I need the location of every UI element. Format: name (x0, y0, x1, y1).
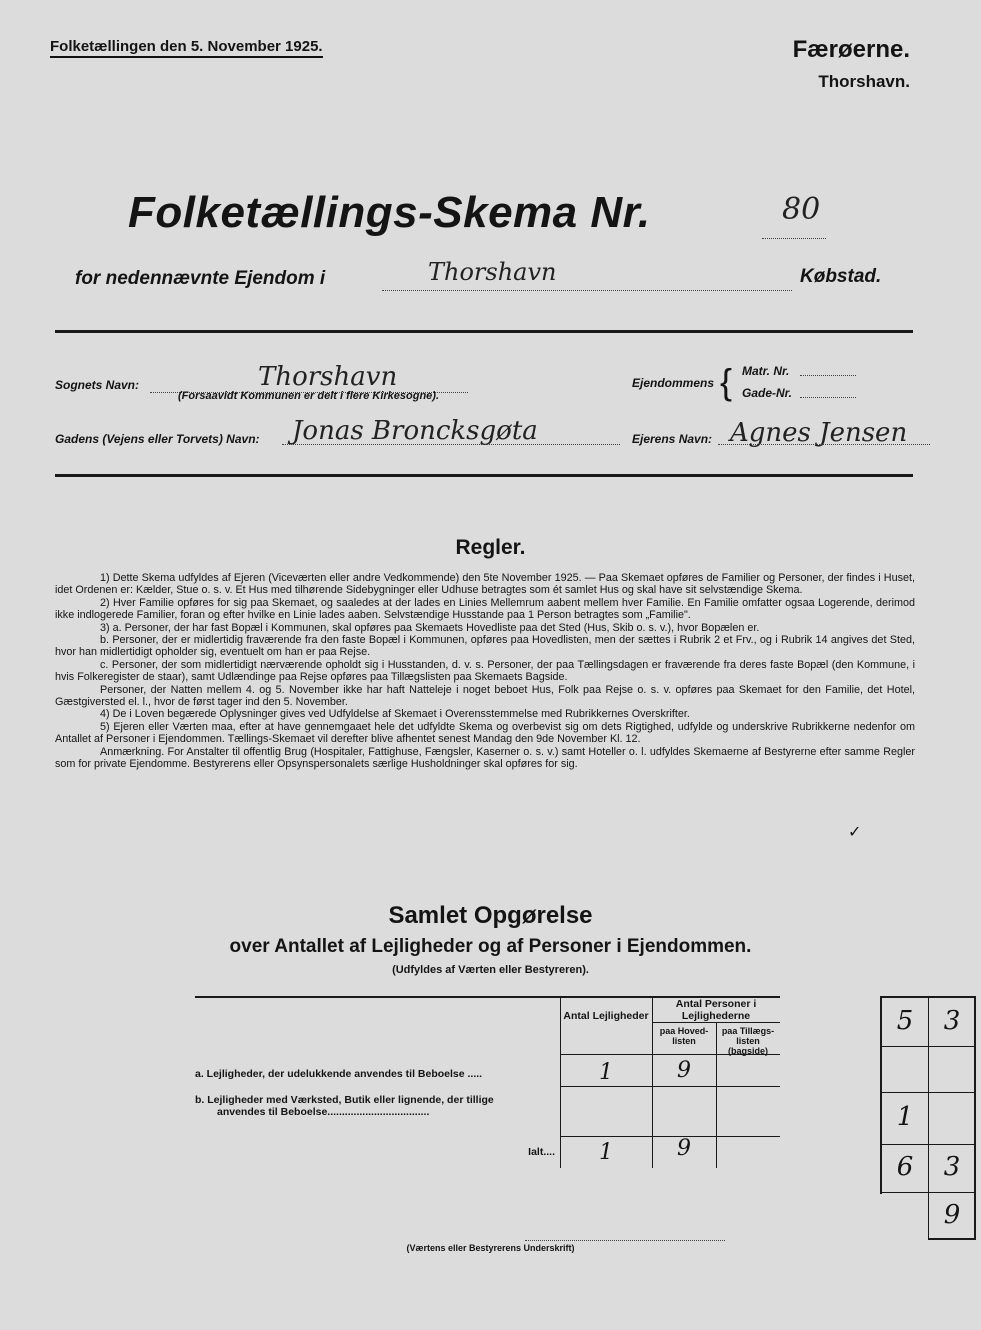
signature-line (525, 1240, 725, 1241)
form-title: Folketællings-Skema Nr. (128, 188, 651, 237)
parish-value: Thorshavn (258, 362, 398, 392)
row-b-label: b. Lejligheder med Værksted, Butik eller lignende, der tillige (195, 1094, 494, 1106)
town-header: Thorshavn. (818, 72, 910, 91)
rules-text (55, 572, 915, 771)
owner-value: Agnes Jensen (730, 418, 908, 448)
side-r5c2: 9 (943, 1200, 961, 1230)
summary-title: Samlet Opgørelse (388, 902, 593, 929)
census-date-header: Folketællingen den 5. November 1925. (50, 38, 323, 58)
top-divider (55, 330, 913, 333)
total-hovedlisten: 9 (677, 1136, 691, 1161)
col-personer-header: Antal Personer i Lejlighederne (675, 998, 757, 1022)
side-r4c1: 6 (896, 1152, 914, 1182)
row-a-hovedlisten: 9 (677, 1058, 691, 1083)
rule-paragraph: 2) Hver Familie opføres for sig paa Skemaet, og saaledes at der lades en Linies Mellemrum aabent mellem hver Familie. En Familie omfatter ogsaa Logerende, derimod ikke indlogerede Familier, foran og efter hvilke en Linie lades aaben. Selvstændige Husstande paa 1 Person betragtes som „Familie". (55, 596, 915, 622)
rules-title: Regler. (455, 536, 526, 559)
col-hovedlisten-header: paa Hoved-listen (659, 1026, 709, 1046)
fields-divider (55, 474, 913, 477)
form-subtitle: for nedennævnte Ejendom i (75, 268, 326, 289)
check-mark-icon: ✓ (848, 824, 862, 841)
matr-nr-label: Matr. Nr. (742, 364, 790, 378)
brace-icon: { (720, 361, 733, 402)
side-check-box (880, 996, 976, 1240)
property-label: Ejendommens (632, 376, 715, 390)
rule-paragraph: 4) De i Loven begærede Oplysninger gives ved Udfyldelse af Skemaet i Overensstemmelse med Rubrikkernes Overskrifter. (100, 708, 690, 721)
town-handwritten: Thorshavn (428, 258, 557, 286)
col-tillaeg-header: paa Tillægs-listen (bagside) (721, 1026, 775, 1056)
owner-label: Ejerens Navn: (632, 432, 713, 446)
side-r1c2: 3 (943, 1006, 961, 1036)
side-r3c1: 1 (896, 1102, 914, 1132)
parish-note: (Forsaavidt Kommunen er delt i flere Kirkesogne). (178, 390, 440, 402)
owner-line (718, 444, 930, 445)
rule-paragraph: 1) Dette Skema udfyldes af Ejeren (Viceværten eller andre Vedkommende) den 5te November 1925. — Paa Skemaet opføres de Familier og Personer, der findes i Huset, idet Ordenen er: Kælder, Stue o. s. v. Et Hus med tilhørende Sidebygninger eller Udhuse betragtes som ét samlet Hus og skal have sit selvstændige Skema. (55, 572, 915, 597)
summary-subtitle: over Antallet af Lejligheder og af Personer i Ejendommen. (229, 936, 752, 957)
side-r4c2: 3 (943, 1152, 961, 1182)
form-number-handwritten: 80 (782, 192, 821, 227)
side-r1c1: 5 (896, 1006, 914, 1036)
region-header: Færøerne. (792, 36, 910, 63)
col-lejligheder-header: Antal Lejligheder (563, 1010, 649, 1022)
rule-paragraph: b. Personer, der er midlertidig fraværende fra den faste Bopæl i Kommunen, opføres paa Hovedlisten, men der sættes i Rubrik 2 et Frv., og i Rubrik 14 angives det Sted, hvor han midlertidigt opholder sig, eventuelt om han er paa Rejse. (55, 634, 915, 659)
signature-note: (Værtens eller Bestyrerens Underskrift) (406, 1243, 575, 1253)
parish-label: Sognets Navn: (55, 378, 140, 392)
rule-paragraph: Personer, der Natten mellem 4. og 5. November ikke har haft Natteleje i noget beboet Hus, Folk paa Rejse o. s. v. opføres paa Skemaet for den Familie, det Hotel, Gæstgiversted el. l., hvor de først tager ind den 5. November. (55, 683, 915, 709)
row-a-label: a. Lejligheder, der udelukkende anvendes til Beboelse ..... (195, 1068, 483, 1080)
kobstad-label: Købstad. (800, 266, 882, 287)
street-name-value: Jonas Broncksgøta (292, 416, 538, 446)
street-nr-label: Gade-Nr. (742, 386, 793, 400)
street-name-label: Gadens (Vejens eller Torvets) Navn: (55, 432, 260, 446)
matr-nr-line (800, 375, 856, 376)
form-number-line (762, 238, 826, 239)
total-lejligheder: 1 (599, 1140, 613, 1165)
street-name-line (282, 444, 620, 445)
summary-table (195, 996, 780, 1168)
row-a-lejligheder: 1 (599, 1060, 613, 1085)
street-nr-line (800, 397, 856, 398)
row-b-label-cont: anvendes til Beboelse................................... (217, 1106, 430, 1118)
rule-paragraph: Anmærkning. For Anstalter til offentlig Brug (Hospitaler, Fattighuse, Fængsler, Kaserner o. s. v.) samt Hoteller o. l. udfyldes Skemaerne af Bestyrerne efter samme Regler som for private Ejendomme. Bestyrerens eller Opsynspersonalets særlige Husholdninger skal opføres for sig. (55, 745, 915, 771)
town-line (382, 290, 792, 291)
rule-paragraph: 5) Ejeren eller Værten maa, efter at have gennemgaaet hele det udfyldte Skema og overbevist sig om dets Rigtighed, udfylde og underskrive Rubrikkerne nedenfor om Antallet af Personer i Ejendommen. Tællings-Skemaet vil derefter blive afhentet senest Mandag den 9de November Kl. 12. (55, 720, 915, 746)
summary-note: (Udfyldes af Værten eller Bestyreren). (392, 964, 589, 976)
rule-paragraph: 3) a. Personer, der har fast Bopæl i Kommunen, skal opføres paa Skemaets Hovedliste paa det Sted (Hus, Skib o. s. v.), hvor Bopælen er. (100, 621, 760, 634)
row-total-label: Ialt.... (528, 1146, 555, 1158)
rule-paragraph: c. Personer, der som midlertidigt nærværende opholdt sig i Husstanden, d. v. s. Personer, der paa Tællingsdagen er fraværende fra deres faste Bopæl (den Kommune, i hvis Folkeregister de staar), samt Udlændinge paa Rejse opføres paa Tillægslisten paa Skemaets Bagside. (55, 658, 915, 684)
